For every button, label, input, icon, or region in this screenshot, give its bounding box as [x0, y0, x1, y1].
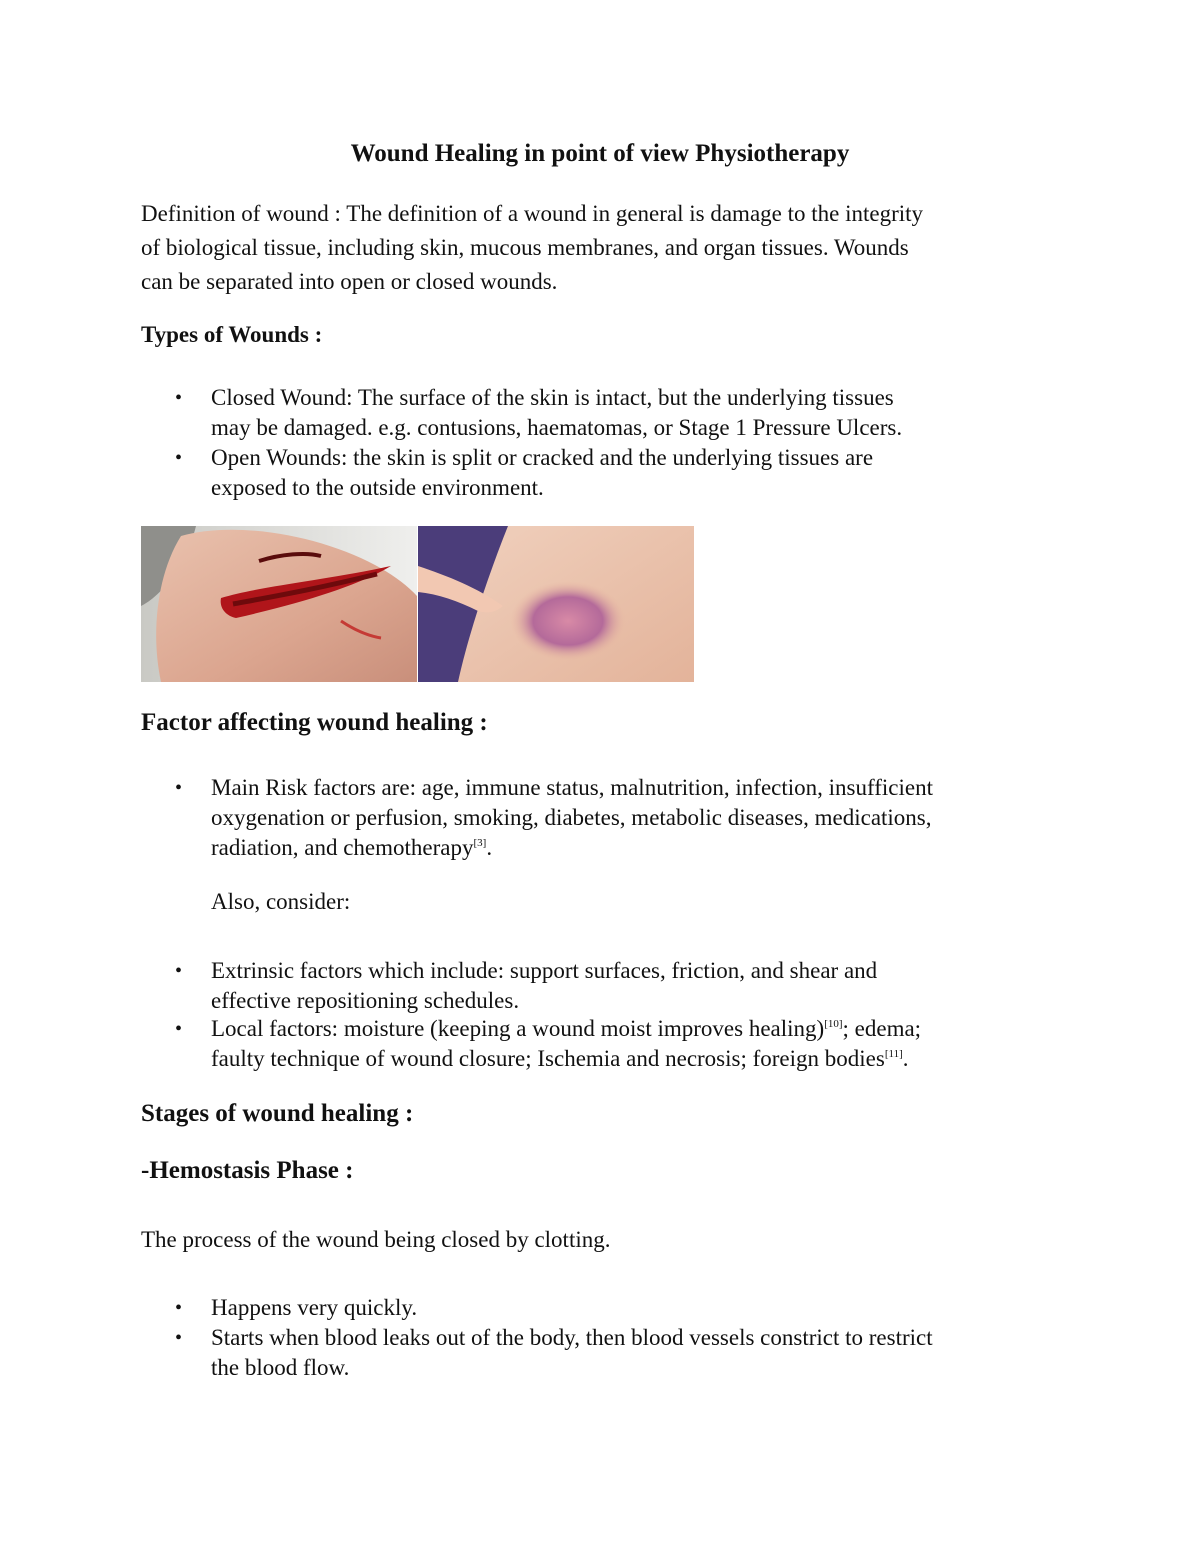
types-heading: Types of Wounds : — [141, 322, 323, 347]
closed-wound-bruise-photo — [418, 526, 694, 682]
main-risk-bullet — [211, 773, 1091, 863]
closed-wound-bullet — [211, 383, 1091, 443]
happens-quickly-bullet — [211, 1293, 1091, 1323]
wound-photos — [141, 526, 694, 682]
bullet-line: the blood flow. — [211, 1355, 350, 1380]
local-factors-bullet — [211, 1014, 1091, 1074]
paragraph-line: The process of the wound being closed by clotting. — [141, 1227, 611, 1252]
definition-line: of biological tissue, including skin, mucous membranes, and organ tissues. Wounds — [141, 235, 909, 260]
extrinsic-factors-bullet — [211, 956, 1091, 1016]
hemostasis-intro — [141, 1223, 1081, 1257]
open-wound-laceration-photo — [141, 526, 417, 682]
factors-heading: Factor affecting wound healing : — [141, 709, 488, 736]
bullet-line: • Extrinsic factors which include: support surfaces, friction, and shear and — [211, 958, 878, 983]
bullet-line — [211, 1044, 1091, 1074]
bullet-line: • Open Wounds: the skin is split or cracked and the underlying tissues are — [211, 445, 874, 470]
definition-line: can be separated into open or closed wounds. — [141, 269, 558, 294]
bullet-text: . — [902, 1046, 909, 1071]
open-wound-bullet — [211, 443, 1091, 503]
bullet-text: radiation, and chemotherapy — [211, 835, 474, 860]
hemostasis-heading: -Hemostasis Phase : — [141, 1157, 354, 1184]
definition-paragraph — [141, 197, 1081, 299]
also-consider-text: Also, consider: — [211, 889, 351, 914]
bullet-line: • Main Risk factors are: age, immune status, malnutrition, infection, insufficient — [211, 775, 933, 800]
bullet-line: • Closed Wound: The surface of the skin is intact, but the underlying tissues — [211, 385, 894, 410]
document-title: Wound Healing in point of view Physiotherapy — [350, 140, 850, 167]
bullet-text: . — [486, 835, 493, 860]
bullet-line: • Starts when blood leaks out of the body, then blood vessels constrict to restrict — [211, 1325, 933, 1350]
bullet-line: may be damaged. e.g. contusions, haematomas, or Stage 1 Pressure Ulcers. — [211, 415, 903, 440]
citation-ref[interactable]: [3] — [473, 837, 487, 849]
bullet-line — [211, 833, 1091, 863]
bullet-text: faulty technique of wound closure; Ischemia and necrosis; foreign bodies — [211, 1046, 885, 1071]
bullet-line: oxygenation or perfusion, smoking, diabetes, metabolic diseases, medications, — [211, 805, 932, 830]
bullet-line — [211, 1014, 1091, 1044]
definition-line: Definition of wound : The definition of a wound in general is damage to the integrity — [141, 201, 924, 226]
bullet-text: Local factors: moisture (keeping a wound moist improves healing) — [211, 1016, 825, 1041]
bullet-text: ; edema; — [842, 1016, 922, 1041]
bullet-line: effective repositioning schedules. — [211, 988, 520, 1013]
blood-vessels-bullet — [211, 1323, 1091, 1383]
stages-heading: Stages of wound healing : — [141, 1100, 414, 1127]
citation-ref[interactable]: [11] — [884, 1048, 903, 1060]
bullet-line: exposed to the outside environment. — [211, 475, 544, 500]
bullet-line: • Happens very quickly. — [211, 1295, 418, 1320]
citation-ref[interactable]: [10] — [824, 1018, 843, 1030]
